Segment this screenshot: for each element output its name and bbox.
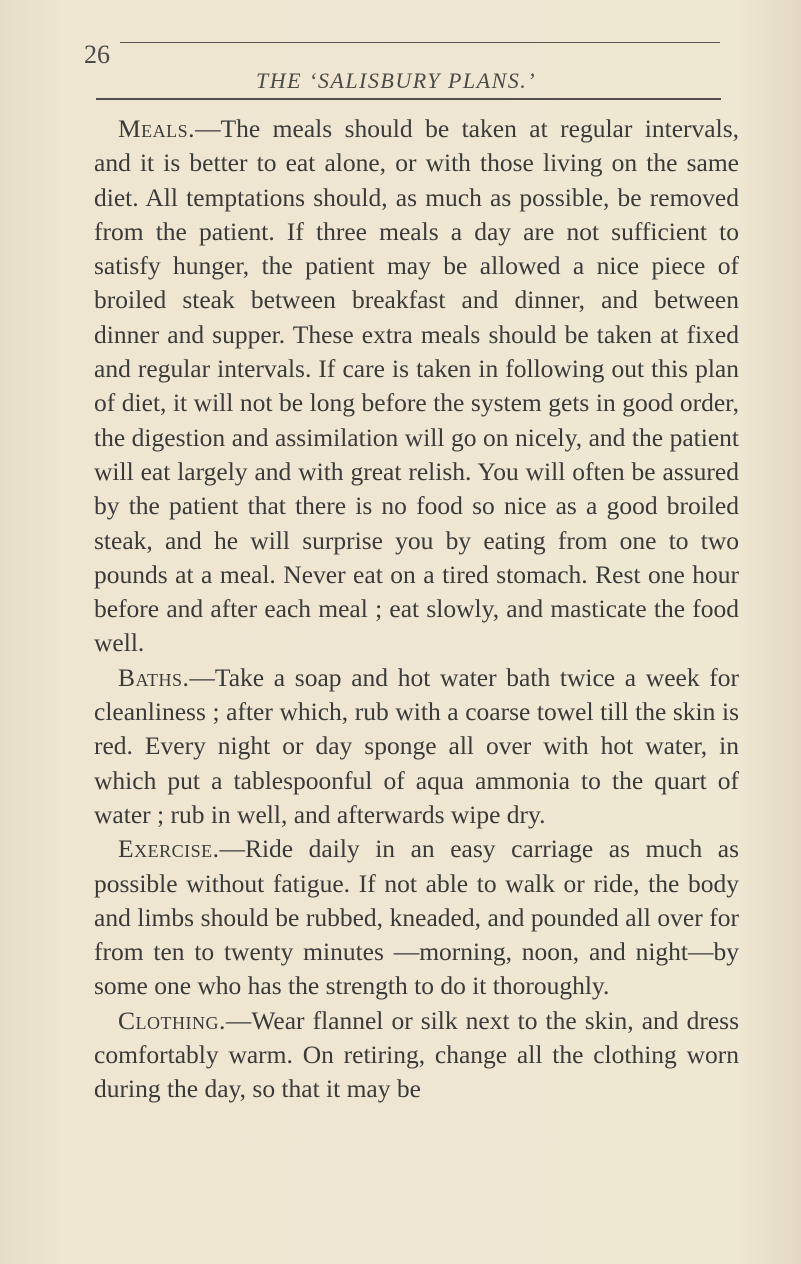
exercise-heading: Exercise. xyxy=(118,834,220,864)
running-title: THE ‘SALISBURY PLANS.’ xyxy=(256,68,537,93)
header-rule xyxy=(96,98,721,100)
meals-heading: Meals. xyxy=(118,114,196,143)
baths-paragraph xyxy=(94,661,739,832)
clothing-text: —Wear flannel or silk next to the skin, and dress comfortably warm. On retiring, change all the clothing worn during the day, so that it may be xyxy=(94,1005,739,1104)
meals-paragraph xyxy=(94,112,739,661)
exercise-paragraph xyxy=(94,832,739,1003)
page-number: 26 xyxy=(84,40,110,69)
meals-text: —The meals should be taken at regular intervals, and it is better to eat alone, or with those living on the same diet. All temptations should, as much as possible, be removed from the patient. If three meals a day are not sufficient to satisfy hunger, the patient may be allowed a nice piece of broiled steak between breakfast and dinner, and between dinner and supper. These extra meals should be taken at fixed and regular intervals. If care is taken in following out this plan of diet, it will not be long before the system gets in good order, the digestion and assimilation will go on nicely, and the patient will eat largely and with great relish. You will often be assured by the patient that there is no food so nice as a good broiled steak, and he will surprise you by eating from one to two pounds at a meal. Never eat on a tired stomach. Rest one hour before and after each meal ; eat slowly, and masticate the food well. xyxy=(94,114,739,658)
top-rule xyxy=(120,42,720,43)
body-text xyxy=(94,112,739,1107)
baths-heading: Baths. xyxy=(118,662,190,692)
baths-text: —Take a soap and hot water bath twice a week for cleanliness ; after which, rub with a coarse towel till the skin is red. Every night or day sponge all over with hot water, in which put a tablespoonful of aqua ammonia to the quart of water ; rub in well, and afterwards wipe dry. xyxy=(94,662,739,829)
clothing-paragraph xyxy=(94,1004,739,1107)
exercise-text: —Ride daily in an easy carriage as much as possible without fatigue. If not able to walk or ride, the body and limbs should be rubbed, kneaded, and pounded all over for from ten to twenty minutes —morning, noon, and night—by some one who has the strength to do it thoroughly. xyxy=(94,834,739,1001)
clothing-heading: Clothing. xyxy=(118,1005,226,1035)
